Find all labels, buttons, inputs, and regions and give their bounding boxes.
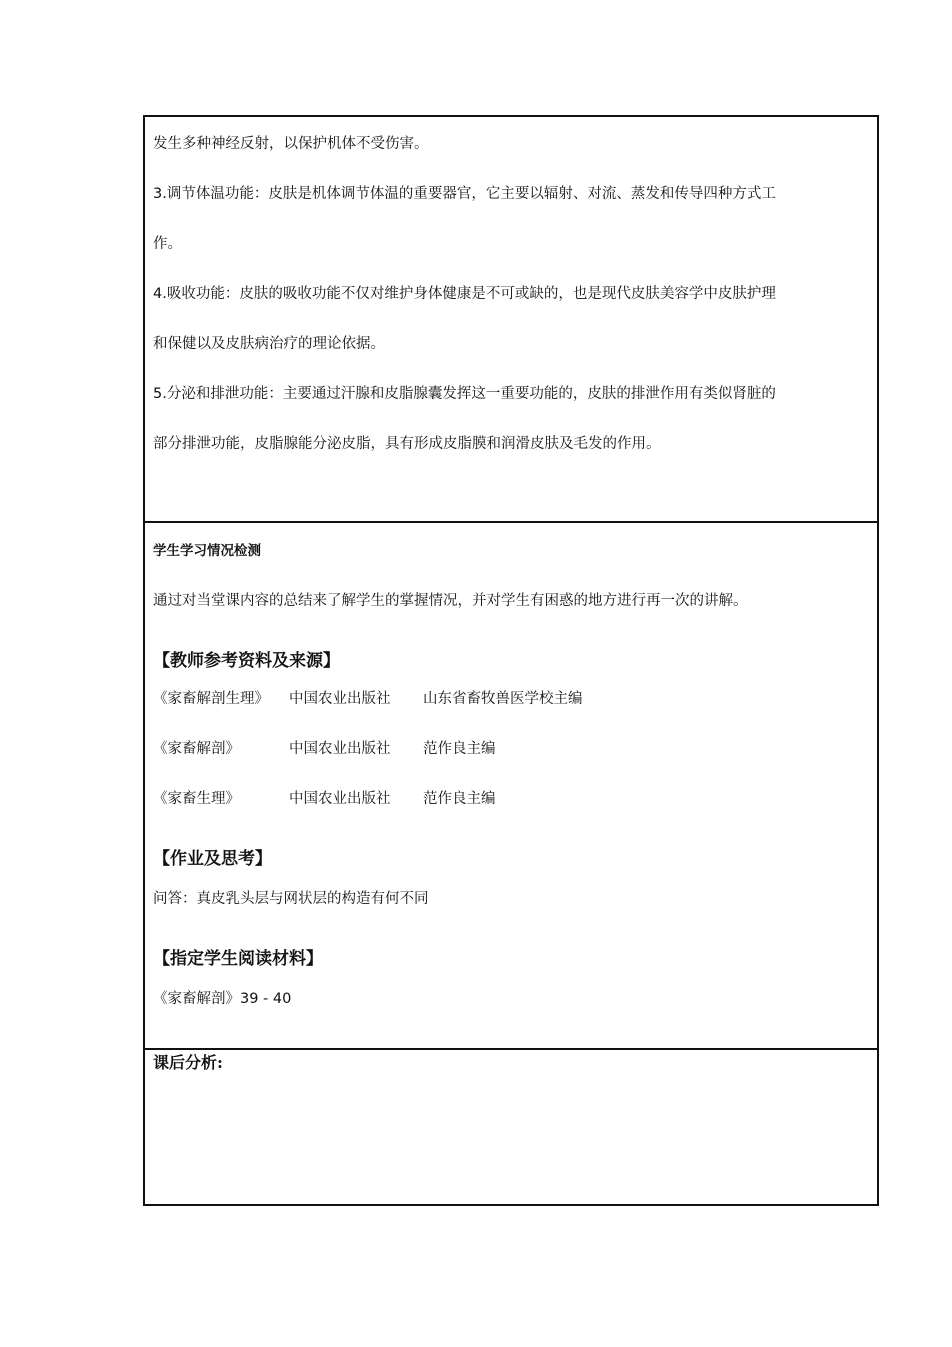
content-line-7: 部分排泄功能，皮脂腺能分泌皮脂，具有形成皮脂膜和润滑皮肤及毛发的作用。 (153, 436, 661, 452)
content-line-6: 5.分泌和排泄功能：主要通过汗腺和皮脂腺囊发挥这一重要功能的，皮肤的排泄作用有类似肾脏的 (153, 386, 776, 402)
reference-row (153, 689, 583, 709)
content-line-2: 3.调节体温功能：皮肤是机体调节体温的重要器官，它主要以辐射、对流、蒸发和传导四种方式工 (153, 186, 776, 202)
reading-text: 《家畜解剖》39 - 40 (153, 991, 292, 1007)
reference-row (153, 739, 496, 759)
content-line-3: 作。 (153, 236, 182, 252)
content-cell (145, 117, 877, 521)
homework-heading: 【作业及思考】 (153, 849, 272, 869)
reference-title: 《家畜解剖生理》 (153, 691, 269, 707)
reference-publisher: 中国农业出版社 (289, 741, 391, 757)
assessment-cell (145, 521, 877, 1048)
reference-editor: 范作良主编 (423, 741, 496, 757)
student-check-title: 学生学习情况检测 (153, 543, 261, 559)
student-check-text: 通过对当堂课内容的总结来了解学生的掌握情况，并对学生有困惑的地方进行再一次的讲解。 (153, 593, 748, 609)
homework-text: 问答：真皮乳头层与网状层的构造有何不同 (153, 891, 429, 907)
content-line-4: 4.吸收功能：皮肤的吸收功能不仅对维护身体健康是不可或缺的，也是现代皮肤美容学中皮肤护理 (153, 286, 776, 302)
content-line-5: 和保健以及皮肤病治疗的理论依据。 (153, 336, 385, 352)
reference-publisher: 中国农业出版社 (289, 691, 391, 707)
reference-row (153, 789, 496, 809)
post-class-analysis-cell (145, 1048, 877, 1206)
reference-title: 《家畜解剖》 (153, 741, 240, 757)
reference-publisher: 中国农业出版社 (289, 791, 391, 807)
analysis-title: 课后分析: (153, 1053, 223, 1072)
references-heading: 【教师参考资料及来源】 (153, 651, 340, 671)
reference-title: 《家畜生理》 (153, 791, 240, 807)
reading-heading: 【指定学生阅读材料】 (153, 949, 323, 969)
reference-editor: 范作良主编 (423, 791, 496, 807)
reference-editor: 山东省畜牧兽医学校主编 (423, 691, 583, 707)
lesson-plan-table (143, 115, 879, 1206)
content-line-1: 发生多种神经反射，以保护机体不受伤害。 (153, 136, 429, 152)
